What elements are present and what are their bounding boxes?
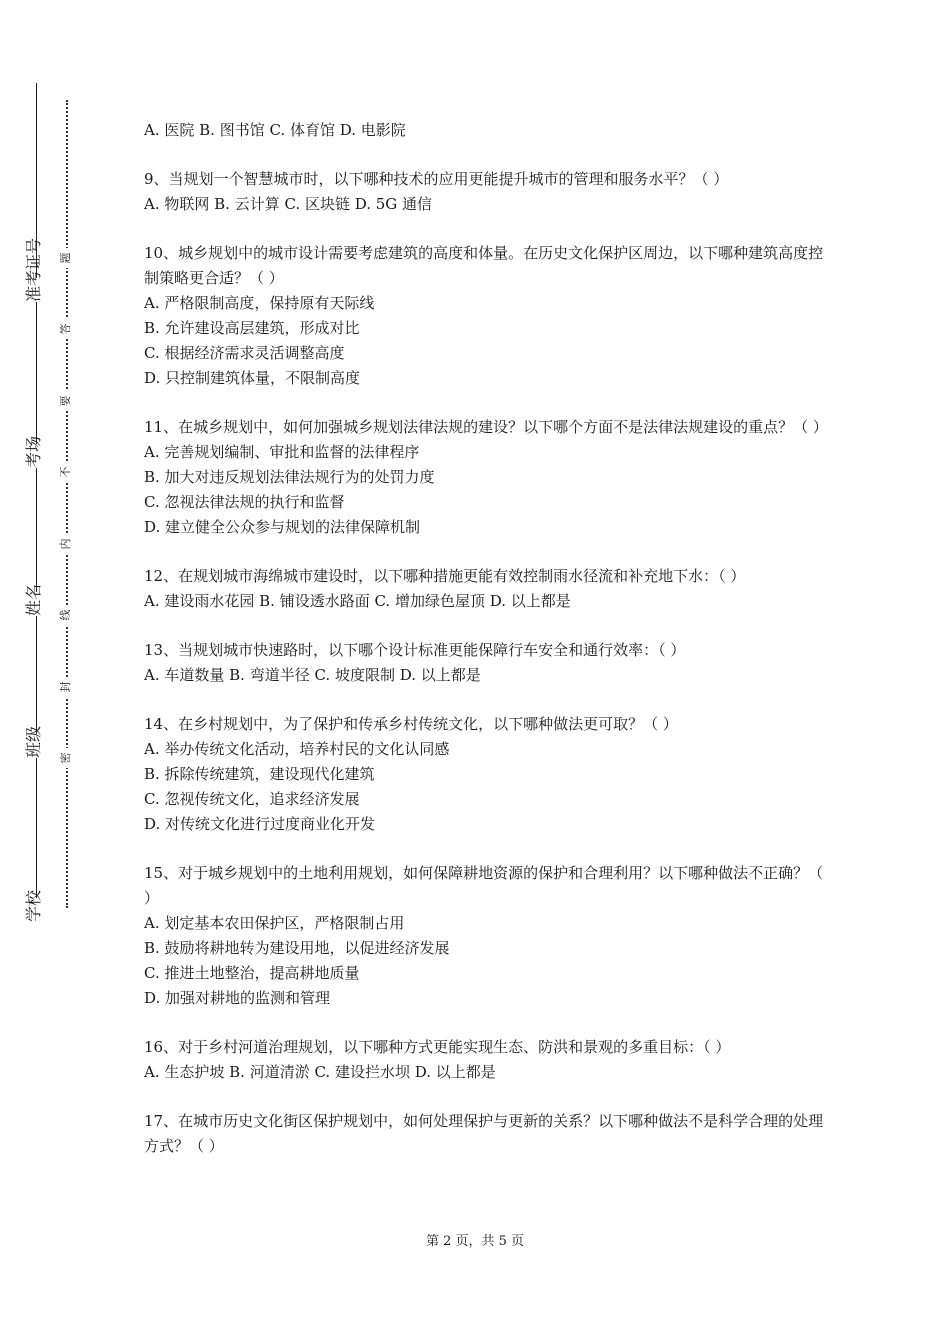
option-a: A. 举办传统文化活动，培养村民的文化认同感 <box>144 740 450 758</box>
question-13 <box>144 638 824 688</box>
question-stem: 17、在城市历史文化街区保护规划中，如何处理保护与更新的关系？以下哪种做法不是科学合理的处理方式？（ ） <box>144 1112 824 1155</box>
options-inline: A. 生态护坡 B. 河道清淤 C. 建设拦水坝 D. 以上都是 <box>144 1063 496 1081</box>
question-stem: 15、对于城乡规划中的土地利用规划，如何保障耕地资源的保护和合理利用？以下哪种做法不正确？（ ） <box>144 864 824 907</box>
question-17 <box>144 1109 824 1159</box>
seal-char: 答 <box>56 319 76 339</box>
options-inline: A. 建设雨水花园 B. 铺设透水路面 C. 增加绿色屋顶 D. 以上都是 <box>144 592 571 610</box>
seal-char: 内 <box>56 534 76 554</box>
option-b: B. 鼓励将耕地转为建设用地，以促进经济发展 <box>144 939 450 957</box>
option-d: D. 只控制建筑体量，不限制高度 <box>144 369 361 387</box>
option-a: A. 完善规划编制、审批和监督的法律程序 <box>144 443 420 461</box>
options-inline: A. 医院 B. 图书馆 C. 体育馆 D. 电影院 <box>144 121 406 139</box>
question-10 <box>144 241 824 391</box>
question-stem: 14、在乡村规划中，为了保护和传承乡村传统文化，以下哪种做法更可取？（ ） <box>144 715 678 733</box>
binding-dotted-line <box>66 100 68 908</box>
option-c: C. 推进土地整治，提高耕地质量 <box>144 964 360 982</box>
field-label-exam-id: 准考证号 <box>22 278 46 302</box>
options-inline: A. 车道数量 B. 弯道半径 C. 坡度限制 D. 以上都是 <box>144 666 481 684</box>
binding-solid-line <box>36 83 37 903</box>
seal-char: 不 <box>56 462 76 482</box>
option-d: D. 建立健全公众参与规划的法律保障机制 <box>144 518 421 536</box>
question-stem: 12、在规划城市海绵城市建设时，以下哪种措施更能有效控制雨水径流和补充地下水：（ ） <box>144 567 746 585</box>
field-label-exam-room: 考场 <box>22 444 46 468</box>
option-a: A. 划定基本农田保护区，严格限制占用 <box>144 914 405 932</box>
seal-char: 封 <box>56 677 76 697</box>
option-c: C. 忽视传统文化，追求经济发展 <box>144 790 360 808</box>
question-14 <box>144 712 824 837</box>
question-15 <box>144 861 824 1011</box>
option-c: C. 根据经济需求灵活调整高度 <box>144 344 345 362</box>
question-stem: 10、城乡规划中的城市设计需要考虑建筑的高度和体量。在历史文化保护区周边，以下哪种建筑高度控制策略更合适？（ ） <box>144 244 824 287</box>
option-d: D. 对传统文化进行过度商业化开发 <box>144 815 376 833</box>
question-stem: 16、对于乡村河道治理规划，以下哪种方式更能实现生态、防洪和景观的多重目标：（ ） <box>144 1038 731 1056</box>
field-label-name: 姓名 <box>22 592 46 616</box>
question-stem: 13、当规划城市快速路时，以下哪个设计标准更能保障行车安全和通行效率：（ ） <box>144 641 686 659</box>
seal-char: 题 <box>56 248 76 268</box>
question-stem: 9、当规划一个智慧城市时，以下哪种技术的应用更能提升城市的管理和服务水平？（ ） <box>144 170 729 188</box>
question-list <box>144 118 828 1183</box>
question-11 <box>144 415 828 540</box>
field-label-class: 班级 <box>22 734 46 758</box>
option-b: B. 允许建设高层建筑，形成对比 <box>144 319 360 337</box>
page-number: 第 2 页，共 5 页 <box>425 1234 525 1249</box>
question-9 <box>144 167 824 217</box>
field-label-school: 学校 <box>22 898 46 922</box>
option-b: B. 加大对违反规划法律法规行为的处罚力度 <box>144 468 435 486</box>
seal-char: 线 <box>56 605 76 625</box>
question-16 <box>144 1035 824 1085</box>
options-inline: A. 物联网 B. 云计算 C. 区块链 D. 5G 通信 <box>144 195 433 213</box>
option-c: C. 忽视法律法规的执行和监督 <box>144 493 345 511</box>
question-12 <box>144 564 824 614</box>
option-b: B. 拆除传统建筑，建设现代化建筑 <box>144 765 375 783</box>
option-a: A. 严格限制高度，保持原有天际线 <box>144 294 375 312</box>
question-stem: 11、在城乡规划中，如何加强城乡规划法律法规的建设？以下哪个方面不是法律法规建设的重点？（ ） <box>144 418 828 436</box>
option-d: D. 加强对耕地的监测和管理 <box>144 989 331 1007</box>
seal-char: 要 <box>56 391 76 411</box>
question-8-continued <box>144 118 824 143</box>
seal-char: 密 <box>56 748 76 768</box>
